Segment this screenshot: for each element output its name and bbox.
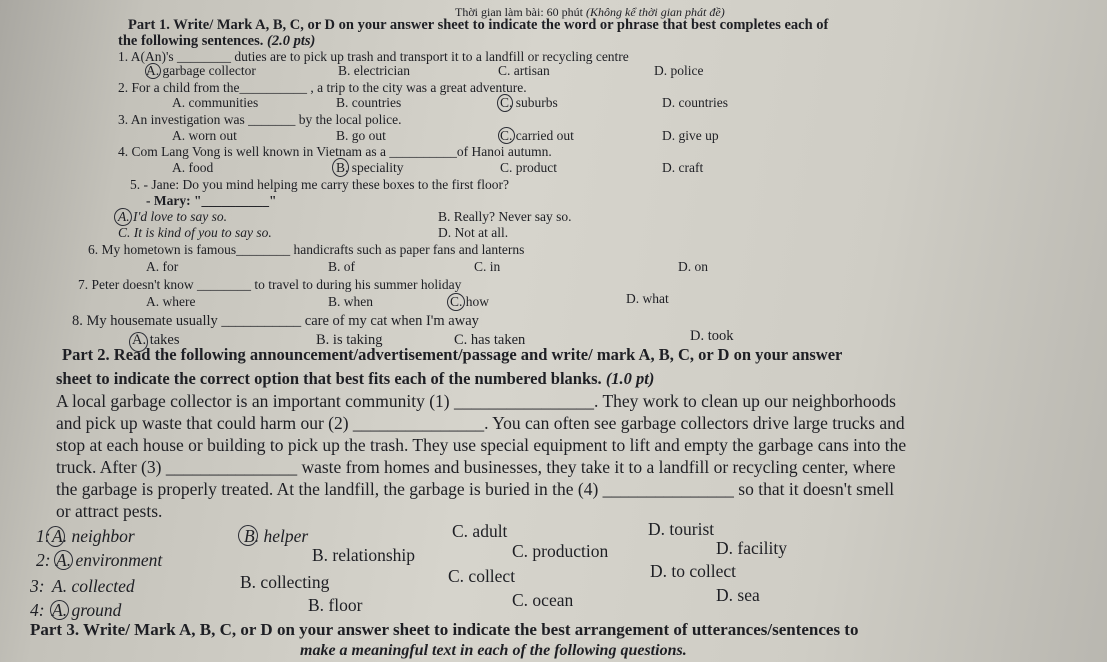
blank2-number: 2:: [36, 550, 51, 570]
part3-title-line2: make a meaningful text in each of the following questions.: [300, 642, 687, 659]
q5-option-a: A. I'd love to say so.: [118, 209, 227, 224]
q6-stem: 6. My hometown is famous________ handicrafts such as paper fans and lanterns: [88, 242, 525, 257]
q5-option-b: B. Really? Never say so.: [438, 209, 572, 224]
q2-option-a: A. communities: [172, 95, 259, 110]
q8-option-c: C. has taken: [454, 332, 526, 348]
blank2-option-d: D. facility: [716, 538, 787, 558]
q4-option-c: C. product: [500, 160, 557, 175]
blank4-number: 4:: [30, 600, 45, 620]
q2-stem: 2. For a child from the__________ , a trip to the city was a great adventure.: [118, 80, 527, 95]
blank1-option-c: C. adult: [452, 521, 508, 541]
passage-line-4: truck. After (3) _______________ waste from homes and businesses, they take it to a landfill or recycling center, where: [56, 457, 896, 477]
q1-option-b: B. electrician: [338, 63, 410, 78]
q8-stem: 8. My housemate usually ___________ care of my cat when I'm away: [72, 313, 479, 329]
q2-option-d: D. countries: [662, 95, 728, 110]
q5-answer-mark: [114, 208, 132, 226]
q5-option-c: C. It is kind of you to say so.: [118, 225, 272, 240]
q7-option-d: D. what: [626, 291, 669, 306]
blank3-number: 3:: [30, 576, 45, 596]
blank2-answer-mark: [54, 550, 73, 570]
blank1-b-mark: [238, 525, 258, 546]
q4-answer-mark: [332, 158, 349, 177]
part2-title-line2: sheet to indicate the correct option that best fits each of the numbered blanks. (1.0 pt): [56, 369, 655, 388]
q4-option-b: B. speciality: [336, 160, 404, 175]
q1-option-a: A. garbage collector: [146, 63, 256, 78]
q5-option-d: D. Not at all.: [438, 225, 509, 240]
q6-option-c: C. in: [474, 259, 501, 274]
q6-option-b: B. of: [328, 259, 355, 274]
blank3-option-b: B. collecting: [240, 572, 330, 592]
q2-option-b: B. countries: [336, 95, 402, 110]
q1-stem: 1. A(An)'s ________ duties are to pick up trash and transport it to a landfill or recycling centre: [118, 49, 629, 64]
q7-option-b: B. when: [328, 294, 373, 309]
q5-stem: 5. - Jane: Do you mind helping me carry these boxes to the first floor?: [130, 177, 510, 192]
q4-option-a: A. food: [172, 160, 214, 175]
blank1-number: 1:: [36, 526, 51, 546]
blank1-answer-mark: [46, 526, 65, 547]
blank4-option-c: C. ocean: [512, 590, 574, 610]
part1-title-line2: the following sentences. (2.0 pts): [118, 33, 316, 49]
blank4-option-a: A. ground: [52, 600, 122, 620]
q6-option-d: D. on: [678, 259, 708, 274]
blank2-option-c: C. production: [512, 541, 609, 561]
q3-option-c: C. carried out: [500, 128, 574, 143]
passage-line-3: stop at each house or building to pick up the trash. They use special equipment to lift and empty the garbage cans into the: [56, 435, 907, 455]
passage-line-1: A local garbage collector is an important community (1) ________________. They work to clean up our neighborhoods: [56, 391, 896, 411]
passage-line-5: the garbage is properly treated. At the landfill, the garbage is buried in the (4) _______________ so that it doesn't smell: [56, 479, 895, 499]
part1-title: Part 1. Write/ Mark A, B, C, or D on your answer sheet to indicate the word or phrase that best completes each of: [128, 17, 829, 33]
part2-title: Part 2. Read the following announcement/advertisement/passage and write/ mark A, B, C, or D on your answer: [62, 345, 843, 364]
blank3-option-d: D. to collect: [650, 561, 737, 581]
blank4-option-d: D. sea: [716, 585, 760, 605]
blank2-option-b: B. relationship: [312, 545, 416, 565]
q1-option-d: D. police: [654, 63, 704, 78]
q1-answer-mark: [145, 63, 161, 79]
q7-option-c: C. how: [450, 294, 490, 309]
q2-option-c: C. suburbs: [500, 95, 558, 110]
q7-answer-mark: [447, 293, 465, 311]
q3-option-d: D. give up: [662, 128, 719, 143]
q2-answer-mark: [497, 94, 513, 112]
q1-option-c: C. artisan: [498, 63, 550, 78]
blank1-option-a: A. neighbor: [52, 526, 135, 546]
q7-stem: 7. Peter doesn't know ________ to travel to during his summer holiday: [78, 277, 462, 292]
q8-option-b: B. is taking: [316, 332, 383, 348]
blank3-option-a: A. collected: [52, 576, 135, 596]
q4-stem: 4. Com Lang Vong is well known in Vietnam as a __________of Hanoi autumn.: [118, 144, 552, 159]
blank2-option-a: A. environment: [56, 550, 163, 570]
blank1-option-d: D. tourist: [648, 519, 715, 539]
q3-option-b: B. go out: [336, 128, 386, 143]
blank3-option-c: C. collect: [448, 566, 516, 586]
passage-line-6: or attract pests.: [56, 501, 163, 521]
q3-option-a: A. worn out: [172, 128, 237, 143]
blank1-option-b: B. helper: [244, 526, 309, 546]
q8-option-d: D. took: [690, 328, 734, 344]
q6-option-a: A. for: [146, 259, 179, 274]
passage-line-2: and pick up waste that could harm our (2) _______________. You can often see garbage collectors drive large trucks and: [56, 413, 905, 433]
q3-answer-mark: [498, 127, 515, 144]
q4-option-d: D. craft: [662, 160, 704, 175]
blank4-answer-mark: [50, 600, 69, 620]
blank4-option-b: B. floor: [308, 595, 363, 615]
q7-option-a: A. where: [146, 294, 196, 309]
q5-mary-line: - Mary: "__________": [146, 193, 277, 208]
part3-title: Part 3. Write/ Mark A, B, C, or D on your answer sheet to indicate the best arrangement of utterances/sentences to: [30, 620, 859, 639]
q3-stem: 3. An investigation was _______ by the local police.: [118, 112, 402, 127]
exam-duration: Thời gian làm bài: 60 phút (Không kể thời gian phát đề): [455, 5, 725, 19]
q8-option-a: A. takes: [132, 332, 180, 348]
